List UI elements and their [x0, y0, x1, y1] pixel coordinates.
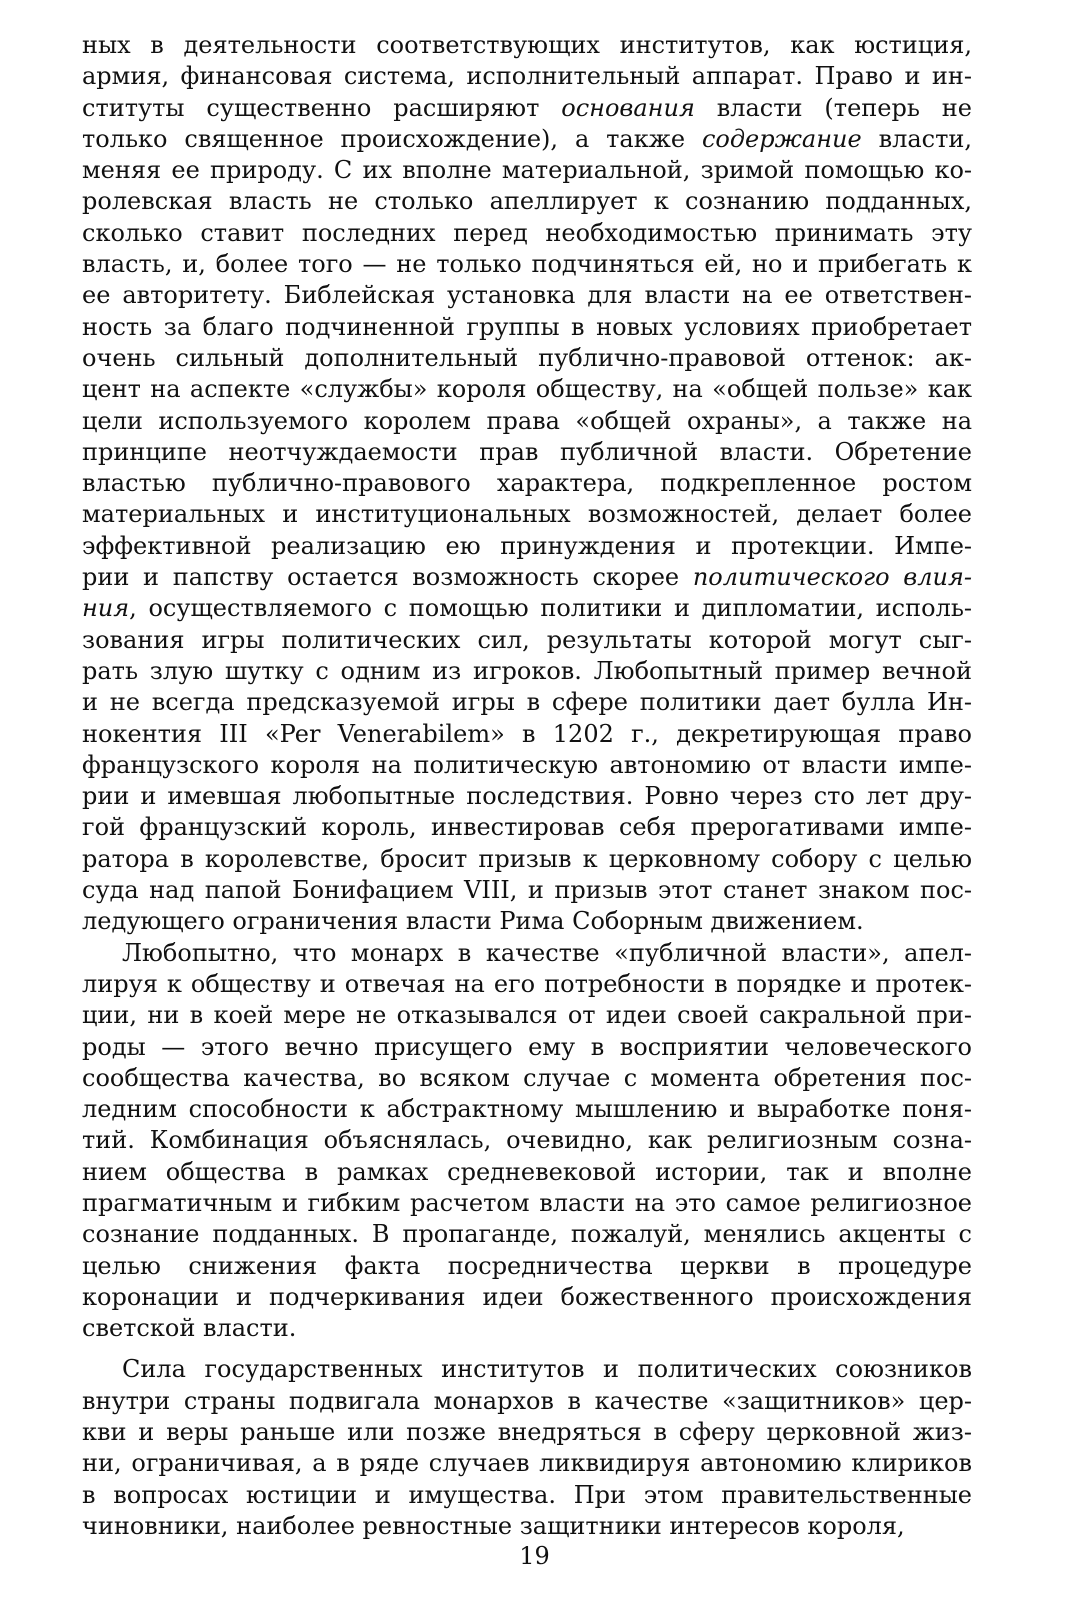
text-run: тий. Комбинация объяснялась, очевидно, как религиозным созна- — [82, 1126, 972, 1155]
text-line — [82, 1000, 972, 1031]
text-line — [82, 218, 972, 249]
text-line — [82, 1188, 972, 1219]
text-run: , осуществляемого с помощью политики и дипломатии, исполь- — [129, 594, 972, 623]
text-line — [82, 499, 972, 530]
text-run: чиновники, наиболее ревностные защитники интересов короля, — [82, 1511, 905, 1540]
text-line — [82, 719, 972, 750]
text-run: ни, ограничивая, а в ряде случаев ликвидируя автономию клириков — [82, 1449, 972, 1478]
text-line — [82, 1282, 972, 1313]
text-run: целью снижения факта посредничества церкви в процедуре — [82, 1251, 972, 1280]
paragraph — [82, 1354, 972, 1542]
text-run: Любопытно, что монарх в качестве «публичной власти», апел- — [122, 938, 972, 967]
text-run: эффективной реализацию ею принуждения и протекции. Импе- — [82, 531, 972, 560]
text-run: властью публично-правового характера, подкрепленное ростом — [82, 469, 972, 498]
text-run: принципе неотчуждаемости прав публичной власти. Обретение — [82, 437, 972, 466]
text-line — [82, 938, 972, 969]
text-run: лируя к обществу и отвечая на его потребности в порядке и протек- — [82, 969, 972, 998]
text-line — [82, 406, 972, 437]
italic-text: политического влия- — [692, 563, 972, 592]
text-line — [82, 875, 972, 906]
text-line — [82, 969, 972, 1000]
text-run: власти, — [861, 124, 972, 153]
text-line — [82, 906, 972, 937]
text-line — [82, 531, 972, 562]
text-run: нокентия III «Per Venerabilem» в 1202 г., декретирующая право — [82, 719, 972, 748]
text-run: сообщества качества, во всяком случае с момента обретения пос- — [82, 1063, 972, 1092]
text-run: роды — этого вечно присущего ему в восприятии человеческого — [82, 1032, 972, 1061]
text-line — [82, 1354, 972, 1385]
text-line — [82, 1386, 972, 1417]
text-line — [82, 1251, 972, 1282]
text-line — [82, 687, 972, 718]
text-run: коронации и подчеркивания идеи божественного происхождения — [82, 1282, 972, 1311]
text-run: светской власти. — [82, 1314, 297, 1343]
text-line — [82, 374, 972, 405]
italic-text: содержание — [701, 124, 862, 153]
text-line — [82, 93, 972, 124]
text-line — [82, 155, 972, 186]
italic-text: основания — [561, 93, 695, 122]
text-run: ледним способности к абстрактному мышлению и выработке поня- — [82, 1095, 972, 1124]
text-run: только священное происхождение), а также — [82, 124, 702, 153]
text-line — [82, 812, 972, 843]
text-line — [82, 750, 972, 781]
text-line — [82, 124, 972, 155]
text-line — [82, 61, 972, 92]
text-line — [82, 844, 972, 875]
text-line — [82, 1417, 972, 1448]
text-line — [82, 781, 972, 812]
text-run: сознание подданных. В пропаганде, пожалуй, менялись акценты с — [82, 1220, 972, 1249]
text-line — [82, 186, 972, 217]
text-run: внутри страны подвигала монархов в качестве «защитников» цер- — [82, 1386, 972, 1415]
text-run: кви и веры раньше или позже внедряться в сферу церковной жиз- — [82, 1418, 972, 1447]
body-text — [82, 30, 972, 1542]
text-run: зования игры политических сил, результаты которой могут сыг- — [82, 625, 972, 654]
text-line — [82, 312, 972, 343]
text-run: власти (теперь не — [694, 93, 972, 122]
italic-text: ния — [82, 594, 130, 623]
text-line — [82, 30, 972, 61]
text-line — [82, 1094, 972, 1125]
text-line — [82, 437, 972, 468]
paragraph — [82, 30, 972, 938]
text-run: цели используемого королем права «общей охраны», а также на — [82, 406, 972, 435]
text-run: в вопросах юстиции и имущества. При этом правительственные — [82, 1480, 972, 1509]
text-run: суда над папой Бонифацием VIII, и призыв этот станет знаком пос- — [82, 876, 972, 905]
text-run: армия, финансовая система, исполнительный аппарат. Право и ин- — [82, 62, 972, 91]
text-line — [82, 1157, 972, 1188]
text-line — [82, 1448, 972, 1479]
text-line — [82, 1511, 972, 1542]
text-run: власть, и, более того — не только подчиняться ей, но и прибегать к — [82, 250, 972, 279]
text-run: рать злую шутку с одним из игроков. Любопытный пример вечной — [82, 656, 972, 685]
text-run: ратора в королевстве, бросит призыв к церковному собору с целью — [82, 844, 972, 873]
text-line — [82, 562, 972, 593]
text-line — [82, 343, 972, 374]
text-line — [82, 593, 972, 624]
text-line — [82, 625, 972, 656]
text-run: и не всегда предсказуемой игры в сфере политики дает булла Ин- — [82, 688, 972, 717]
text-run: ституты существенно расширяют — [82, 93, 562, 122]
text-line — [82, 1063, 972, 1094]
text-run: сколько ставит последних перед необходимостью принимать эту — [82, 218, 972, 247]
text-line — [82, 656, 972, 687]
paragraph-gap — [82, 1344, 972, 1354]
text-run: гой французский король, инвестировав себя прерогативами импе- — [82, 813, 972, 842]
text-line — [82, 1219, 972, 1250]
text-line — [82, 1125, 972, 1156]
text-run: цент на аспекте «службы» короля обществу, на «общей пользе» как — [82, 375, 972, 404]
text-line — [82, 249, 972, 280]
text-run: меняя ее природу. С их вполне материальной, зримой помощью ко- — [82, 156, 972, 185]
text-run: очень сильный дополнительный публично-правовой оттенок: ак- — [82, 343, 972, 372]
text-run: прагматичным и гибким расчетом власти на это самое религиозное — [82, 1188, 972, 1217]
text-run: ее авторитету. Библейская установка для власти на ее ответствен- — [82, 281, 972, 310]
page-number: 19 — [519, 1542, 550, 1570]
text-run: ролевская власть не столько апеллирует к сознанию подданных, — [82, 187, 972, 216]
text-line — [82, 1313, 972, 1344]
text-run: рии и папству остается возможность скорее — [82, 563, 693, 592]
text-run: материальных и институциональных возможностей, делает более — [82, 500, 972, 529]
text-line — [82, 1032, 972, 1063]
text-run: Сила государственных институтов и политических союзников — [122, 1355, 972, 1384]
text-run: ции, ни в коей мере не отказывался от идеи своей сакральной при- — [82, 1001, 972, 1030]
text-run: нием общества в рамках средневековой истории, так и вполне — [82, 1157, 972, 1186]
paragraph — [82, 938, 972, 1345]
text-line — [82, 280, 972, 311]
text-run: ных в деятельности соответствующих институтов, как юстиция, — [82, 31, 972, 59]
text-line — [82, 1480, 972, 1511]
text-run: ность за благо подчиненной группы в новых условиях приобретает — [82, 312, 972, 341]
text-run: рии и имевшая любопытные последствия. Ровно через сто лет дру- — [82, 782, 972, 811]
text-line — [82, 468, 972, 499]
text-run: ледующего ограничения власти Рима Соборным движением. — [82, 907, 864, 936]
text-run: французского короля на политическую автономию от власти импе- — [82, 750, 972, 779]
